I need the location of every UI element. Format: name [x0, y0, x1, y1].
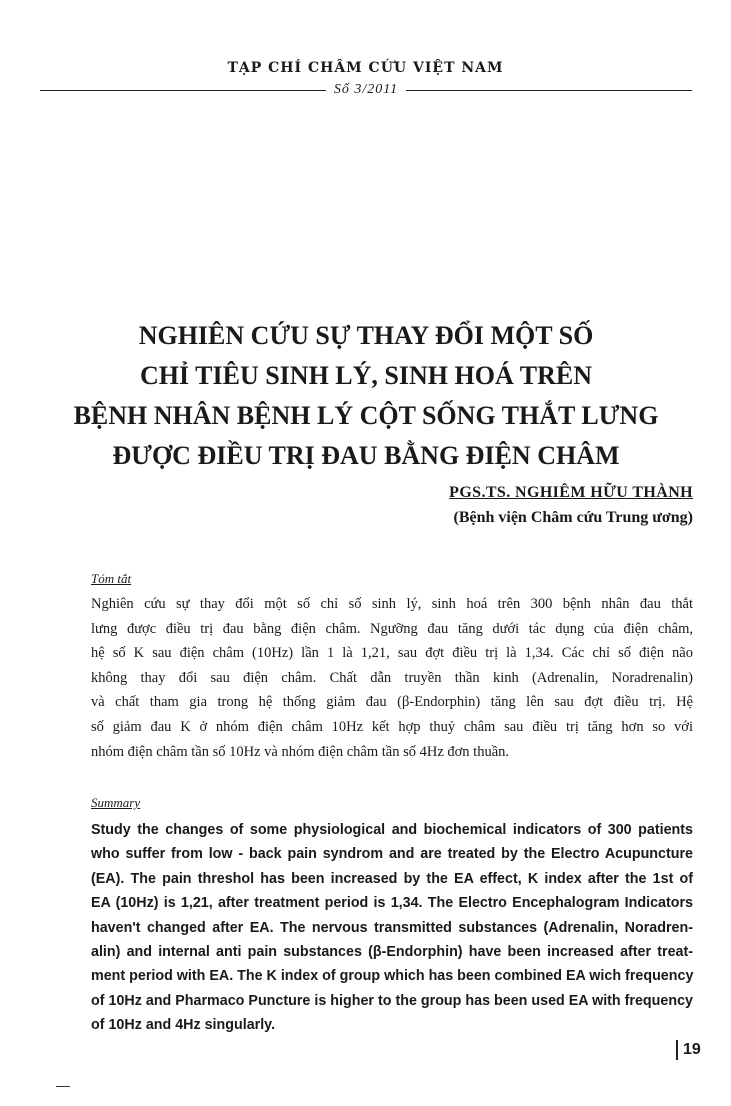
- title-line: BỆNH NHÂN BỆNH LÝ CỘT SỐNG THẮT LƯNG: [73, 401, 659, 430]
- abstract-en-line: haven't changed after EA. The nervous transmitted substances (Adrenalin, Noradren-: [91, 919, 693, 936]
- title-line: NGHIÊN CỨU SỰ THAY ĐỔI MỘT SỐ: [138, 321, 594, 350]
- abstract-en-line: of 10Hz and 4Hz singularly.: [91, 1017, 276, 1034]
- title-line: ĐƯỢC ĐIỀU TRỊ ĐAU BẰNG ĐIỆN CHÂM: [112, 441, 620, 470]
- abstract-vn-line: không thay đổi sau điện châm. Chất dẫn truyền thần kinh (Adrenalin, Noradrenalin): [91, 669, 693, 686]
- abstract-en-line: ment period with EA. The K index of group which has been combined EA wich frequency: [91, 968, 694, 985]
- abstract-en-heading: Summary: [91, 795, 141, 810]
- abstract-en-line: alin) and internal anti pain substances (β-Endorphin) have been increased after treat-: [91, 944, 693, 961]
- author-affiliation: (Bệnh viện Châm cứu Trung ương): [453, 509, 693, 526]
- author-name: PGS.TS. NGHIÊM HỮU THÀNH: [449, 484, 693, 501]
- issue-number: Số 3/2011: [333, 82, 399, 97]
- abstract-en-line: EA (10Hz) is 1,21, after treatment period is 1,34. The Electro Encephalogram Indicators: [91, 895, 693, 912]
- title-line: CHỈ TIÊU SINH LÝ, SINH HOÁ TRÊN: [140, 361, 592, 390]
- abstract-vn-line: Nghiên cứu sự thay đổi một số chỉ số sinh lý, sinh hoá trên 300 bệnh nhân đau thắt: [91, 596, 693, 612]
- abstract-vn-line: hệ số K sau điện châm (10Hz) lần 1 là 1,21, sau đợt điều trị là 1,34. Các chỉ số điện não: [91, 645, 693, 662]
- journal-title: TẠP CHÍ CHÂM CỨU VIỆT NAM: [227, 60, 504, 76]
- corner-mark: [56, 1086, 70, 1087]
- abstract-en-body: [91, 818, 693, 1038]
- abstract-vn-line: và chất tham gia trong hệ thống giảm đau (β-Endorphin) tăng lên sau đợt điều trị. Hệ: [91, 694, 693, 711]
- article-title: [20, 316, 712, 476]
- page-number: 19: [676, 1040, 701, 1060]
- abstract-en-line: who suffer from low - back pain syndrom and are treated by the Electro Acupuncture: [91, 846, 693, 863]
- abstract-vn-line: lưng được điều trị đau bằng điện châm. Ngưỡng đau tăng dưới tác dụng của điện châm,: [91, 620, 693, 637]
- abstract-en-line: Study the changes of some physiological and biochemical indicators of 300 patients: [91, 822, 693, 838]
- abstract-en-line: (EA). The pain threshol has been increased by the EA effect, K index after the 1st of: [91, 870, 693, 887]
- rule-left: [40, 90, 326, 91]
- header-rule: [40, 80, 692, 100]
- abstract-vn-line: nhóm điện châm tần số 10Hz và nhóm điện châm tần số 4Hz đơn thuần.: [91, 743, 510, 760]
- rule-right: [406, 90, 692, 91]
- abstract-vn-body: [91, 592, 693, 764]
- abstract-en-line: of 10Hz and Pharmaco Puncture is higher to the group has been used EA with frequency: [91, 992, 693, 1009]
- abstract-vn-line: số giảm đau K ở nhóm điện châm 10Hz kết hợp thuỷ châm sau điều trị tăng hơn so với: [91, 718, 693, 735]
- abstract-vn-heading: Tóm tắt: [91, 571, 132, 586]
